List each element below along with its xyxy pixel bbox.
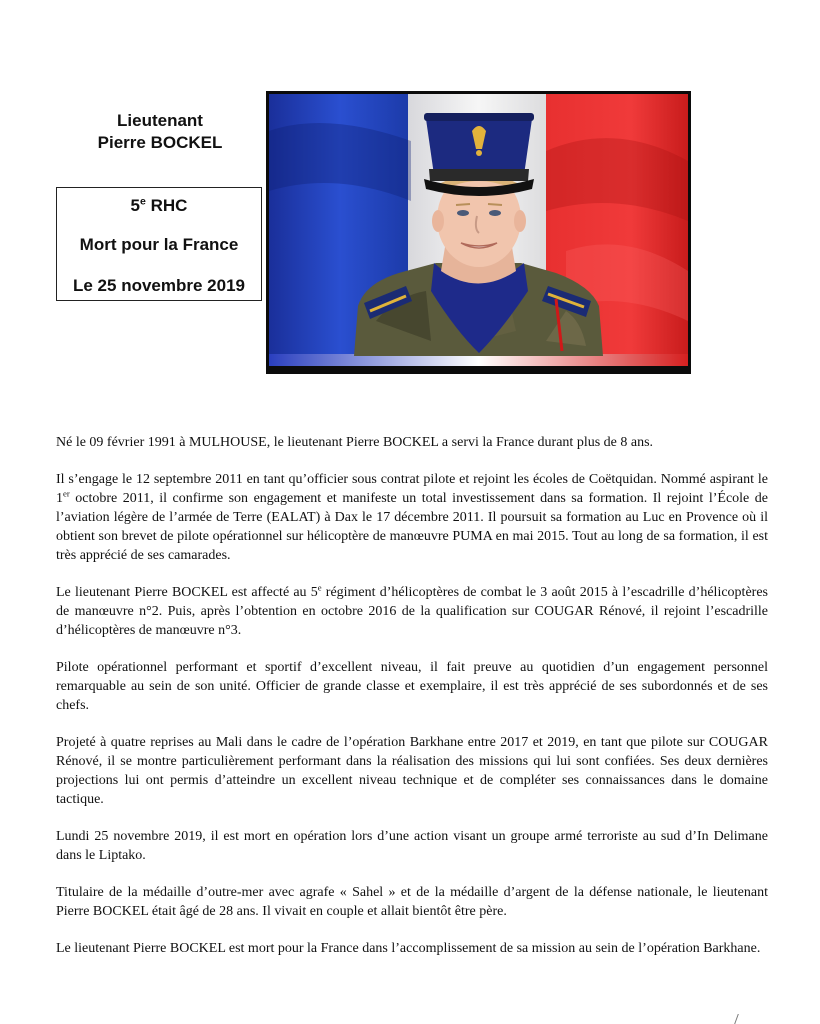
date-label: Le 25 novembre 2019 — [73, 276, 245, 295]
portrait-illustration — [266, 91, 691, 374]
paragraph-conclusion: Le lieutenant Pierre BOCKEL est mort pour la France dans l’accomplissement de sa mission au sein de l’opération Barkhane. — [56, 941, 761, 956]
paragraph-assignment — [56, 583, 768, 640]
ordinal-superscript: er — [63, 488, 70, 499]
paragraph-deployments: Projeté à quatre reprises au Mali dans le cadre de l’opération Barkhane entre 2017 et 2019, en tant que pilote sur COUGAR Rénové, il se montre particulièrement performant dans la réalisation des missions qui lui sont confiées. Ses deux dernières projections lui ont permis d’atteindre un excellent niveau technique et de compléter ses connaissances dans le domaine tactique. — [56, 735, 768, 807]
ordinal-superscript: e — [317, 582, 322, 593]
biography-text — [56, 433, 768, 976]
unit-superscript: e — [140, 195, 146, 208]
paragraph-decorations: Titulaire de la médaille d’outre-mer avec agrafe « Sahel » et de la médaille d’argent de la défense nationale, le lieutenant Pierre BOCKEL était âgé de 28 ans. Il vivait en couple et allait bientôt être père. — [56, 885, 768, 919]
soldier-name: Pierre BOCKEL — [97, 133, 223, 152]
paragraph-assignment-part1: Le lieutenant Pierre BOCKEL est affecté au 5 — [56, 585, 318, 600]
unit-name: RHC — [145, 196, 188, 215]
info-box — [56, 187, 262, 301]
unit-number: 5 — [130, 196, 141, 215]
paragraph-training-part2: octobre 2011, il confirme son engagement et manifeste un total investissement dans sa formation. Il rejoint l’École de l’aviation légère de l’armée de Terre (EALAT) à Dax le 17 décembre 2011. Il poursuit sa formation au Luc en Provence où il obtient son brevet de pilote opérationnel sur hélicoptère de manœuvre PUMA en mai 2015. Tout au long de sa formation, il est très apprécié de ses camarades. — [56, 491, 768, 563]
portrait-photo — [266, 91, 691, 374]
paragraph-training-part1: Il s’engage le 12 septembre 2011 en tant qu’officier sous contrat pilote et rejoint les écoles de Coëtquidan. Nommé aspirant le 1 — [56, 472, 768, 506]
paragraph-qualities: Pilote opérationnel performant et sportif d’excellent niveau, il fait preuve au quotidien d’un engagement personnel remarquable au sein de son unité. Officier de grande classe et exemplaire, il est très apprécié de ses subordonnés et de ses chefs. — [56, 660, 768, 713]
paragraph-training — [56, 470, 768, 565]
unit-label — [57, 196, 261, 216]
page-corner-mark — [734, 1014, 741, 1024]
paragraph-assignment-part2: régiment d’hélicoptères de combat le 3 août 2015 à l’escadrille d’hélicoptères de manœuvre n°2. Puis, après l’obtention en octobre 2016 de la qualification sur COUGAR Rénové, il rejoint l’escadrille d’hélicoptères de manœuvre n°3. — [56, 585, 768, 638]
status-label: Mort pour la France — [79, 235, 239, 254]
paragraph-birth: Né le 09 février 1991 à MULHOUSE, le lieutenant Pierre BOCKEL a servi la France durant plus de 8 ans. — [56, 435, 654, 450]
paragraph-death: Lundi 25 novembre 2019, il est mort en opération lors d’une action visant un groupe armé terroriste au sud d’In Delimane dans le Liptako. — [56, 829, 768, 863]
rank-label: Lieutenant — [117, 111, 203, 130]
portrait-title — [56, 110, 264, 154]
